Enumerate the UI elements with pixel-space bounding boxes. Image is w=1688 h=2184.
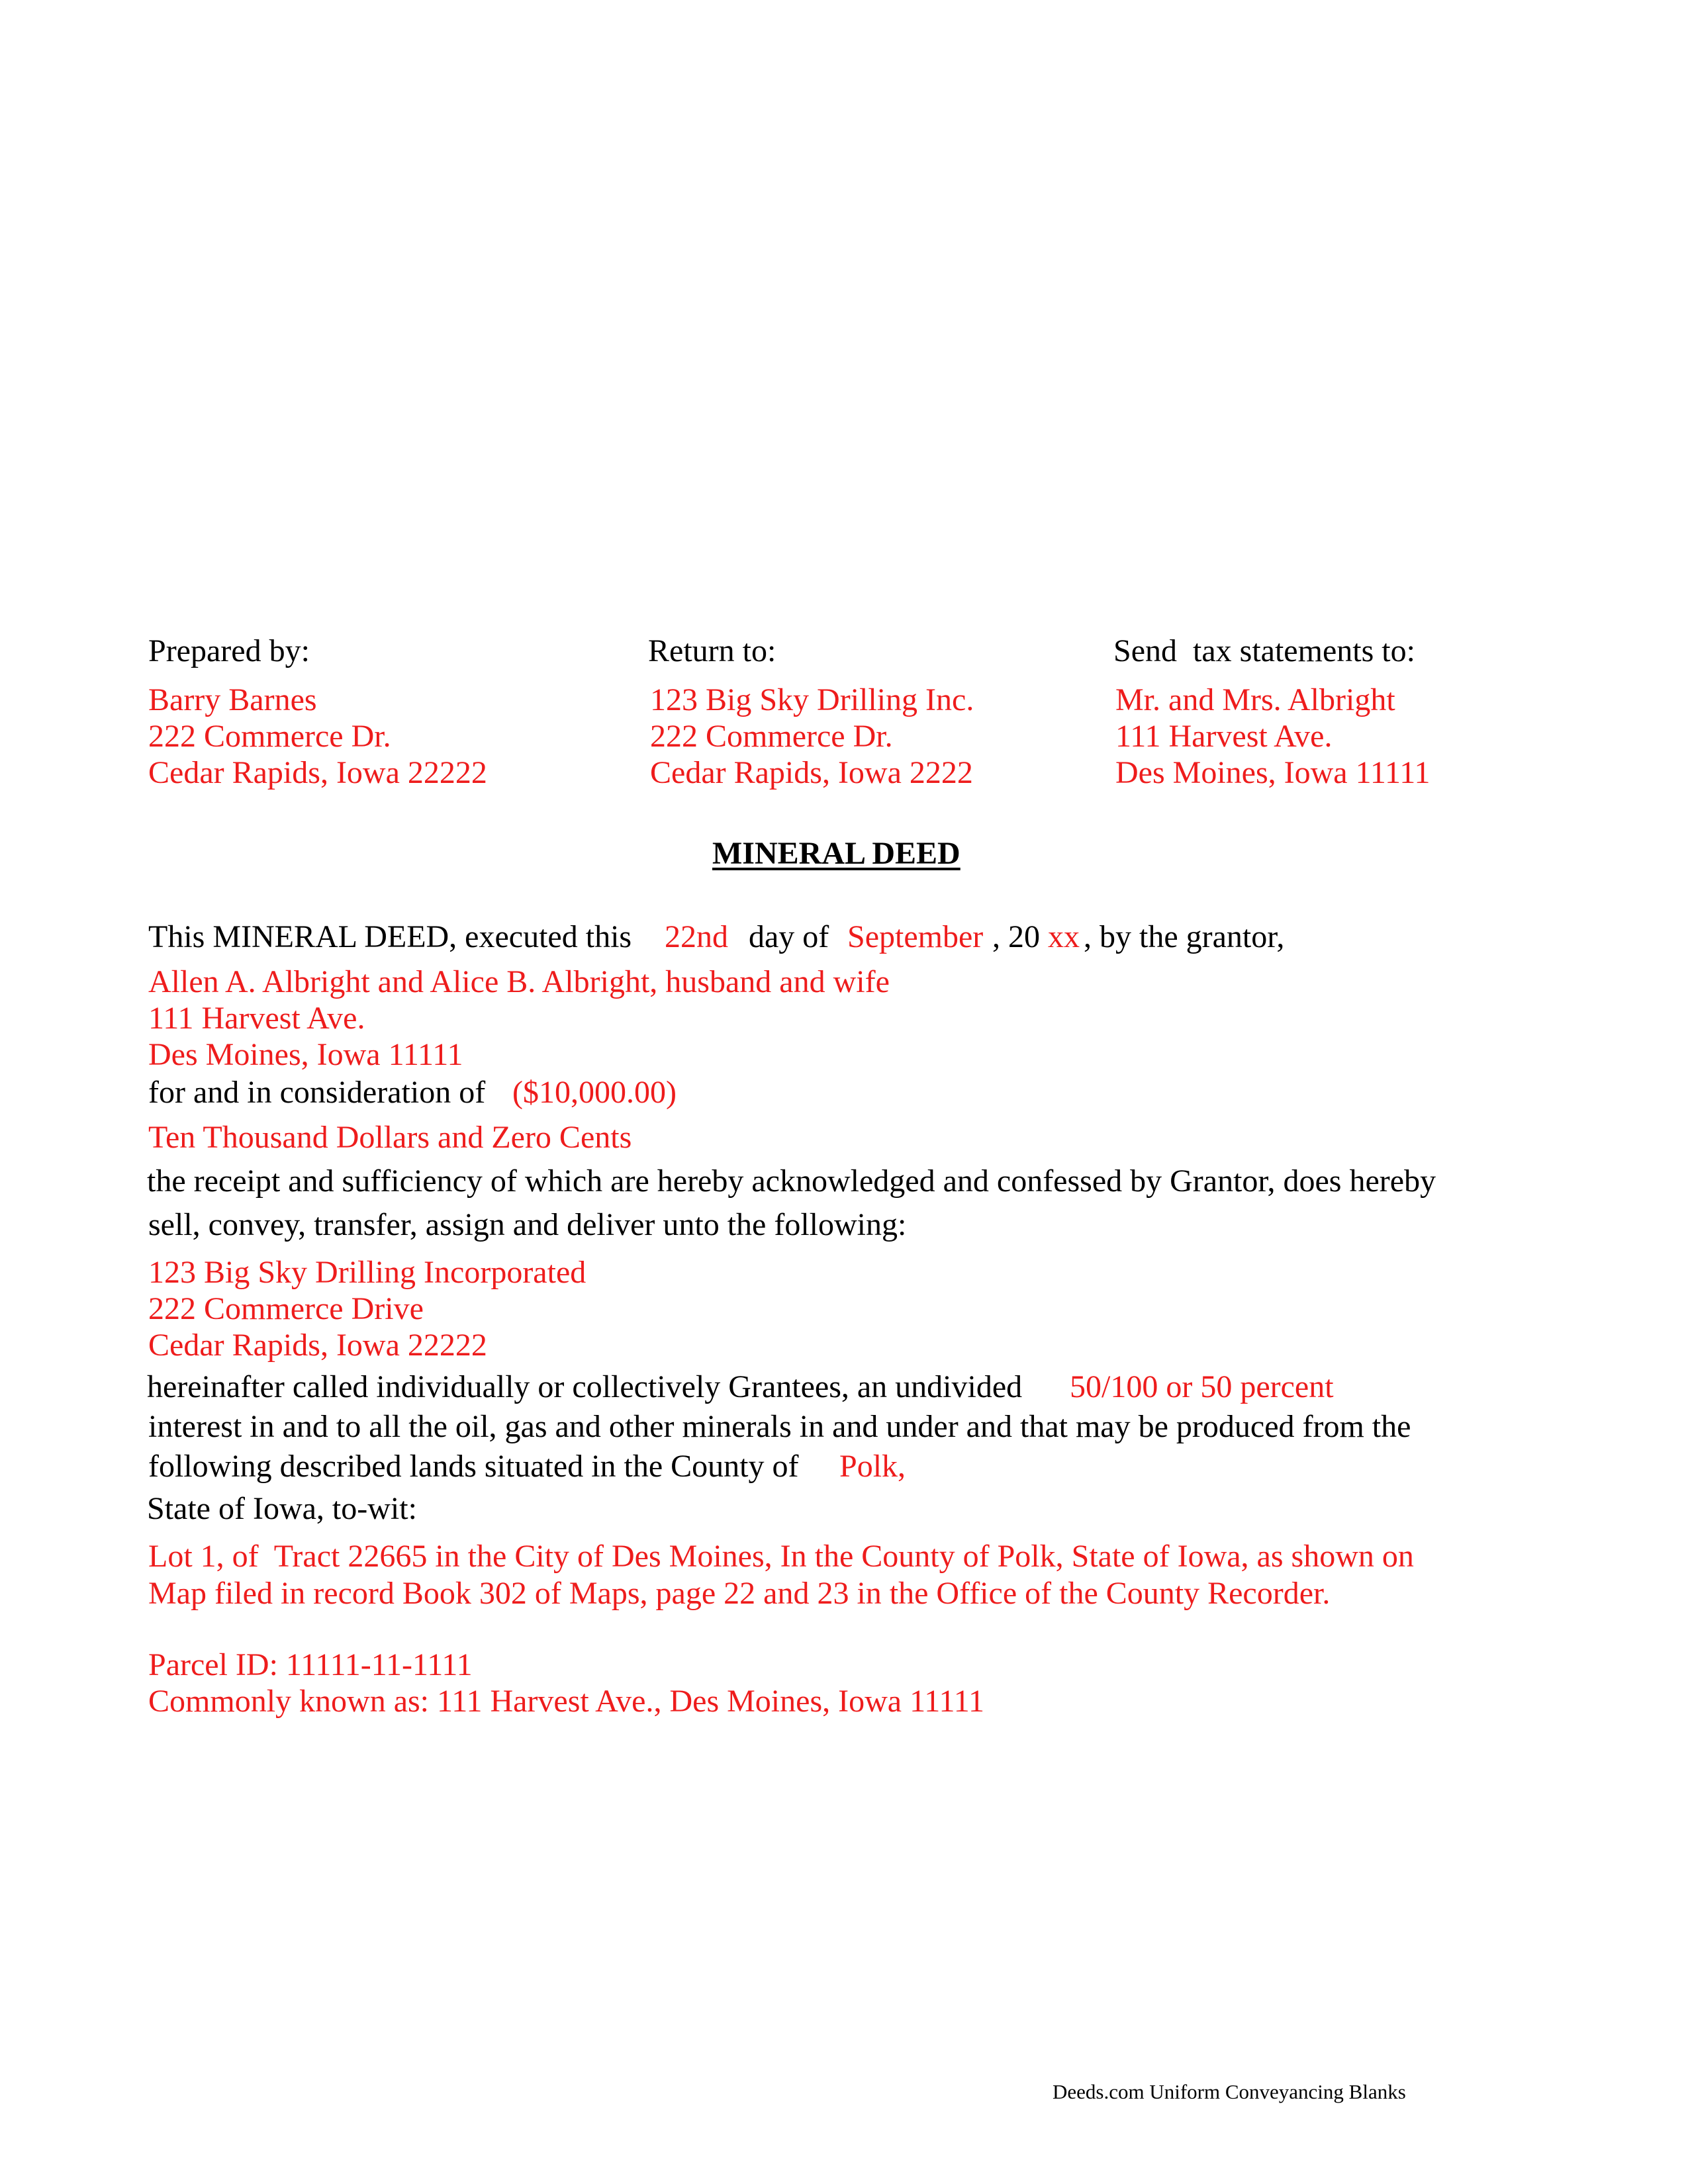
return-to-name: 123 Big Sky Drilling Inc.	[650, 682, 974, 717]
execution-month: September	[847, 919, 984, 954]
grantor-street: 111 Harvest Ave.	[148, 1001, 365, 1036]
grantee-name: 123 Big Sky Drilling Incorporated	[148, 1255, 586, 1290]
receipt-line-2: sell, convey, transfer, assign and deliver unto the following:	[148, 1207, 907, 1242]
return-to-street: 222 Commerce Dr.	[650, 719, 893, 754]
by-grantor-text: , by the grantor,	[1084, 919, 1285, 954]
legal-description-line-1: Lot 1, of Tract 22665 in the City of Des Moines, In the County of Polk, State of Iowa, as shown on	[148, 1539, 1414, 1574]
document-title: MINERAL DEED	[712, 836, 961, 871]
commonly-known-as: Commonly known as: 111 Harvest Ave., Des Moines, Iowa 11111	[148, 1684, 984, 1719]
state-line: State of Iowa, to-wit:	[147, 1491, 417, 1526]
consideration-amount: ($10,000.00)	[512, 1075, 677, 1110]
tax-statements-street: 111 Harvest Ave.	[1115, 719, 1333, 754]
day-of-text: day of	[749, 919, 829, 954]
grantee-city: Cedar Rapids, Iowa 22222	[148, 1328, 487, 1363]
tax-statements-city: Des Moines, Iowa 11111	[1115, 755, 1430, 790]
year-prefix: , 20	[992, 919, 1040, 954]
tax-statements-label: Send tax statements to:	[1113, 633, 1415, 668]
receipt-line-1: the receipt and sufficiency of which are hereby acknowledged and confessed by Grantor, does hereby	[147, 1163, 1436, 1199]
execution-day: 22nd	[665, 919, 728, 954]
legal-description-line-2: Map filed in record Book 302 of Maps, page 22 and 23 in the Office of the County Recorder.	[148, 1576, 1331, 1611]
tax-statements-name: Mr. and Mrs. Albright	[1115, 682, 1395, 717]
prepared-by-label: Prepared by:	[148, 633, 310, 668]
return-to-label: Return to:	[648, 633, 776, 668]
hereinafter-text: hereinafter called individually or collectively Grantees, an undivided	[147, 1369, 1023, 1404]
prepared-by-name: Barry Barnes	[148, 682, 317, 717]
consideration-prefix: for and in consideration of	[148, 1075, 486, 1110]
prepared-by-street: 222 Commerce Dr.	[148, 719, 391, 754]
year-suffix: xx	[1048, 919, 1080, 954]
grantee-street: 222 Commerce Drive	[148, 1291, 424, 1326]
interest-amount: 50/100 or 50 percent	[1070, 1369, 1334, 1404]
intro-prefix: This MINERAL DEED, executed this	[148, 919, 632, 954]
prepared-by-city: Cedar Rapids, Iowa 22222	[148, 755, 487, 790]
county-name: Polk,	[839, 1449, 906, 1484]
footer-text: Deeds.com Uniform Conveyancing Blanks	[1053, 2080, 1406, 2103]
county-prefix: following described lands situated in the County of	[148, 1449, 799, 1484]
return-to-city: Cedar Rapids, Iowa 2222	[650, 755, 973, 790]
interest-line: interest in and to all the oil, gas and other minerals in and under and that may be produced from the	[148, 1409, 1411, 1444]
consideration-words: Ten Thousand Dollars and Zero Cents	[148, 1120, 632, 1155]
parcel-id: Parcel ID: 11111-11-1111	[148, 1647, 473, 1682]
grantor-city: Des Moines, Iowa 11111	[148, 1037, 463, 1072]
grantor-name: Allen A. Albright and Alice B. Albright, husband and wife	[148, 964, 890, 999]
